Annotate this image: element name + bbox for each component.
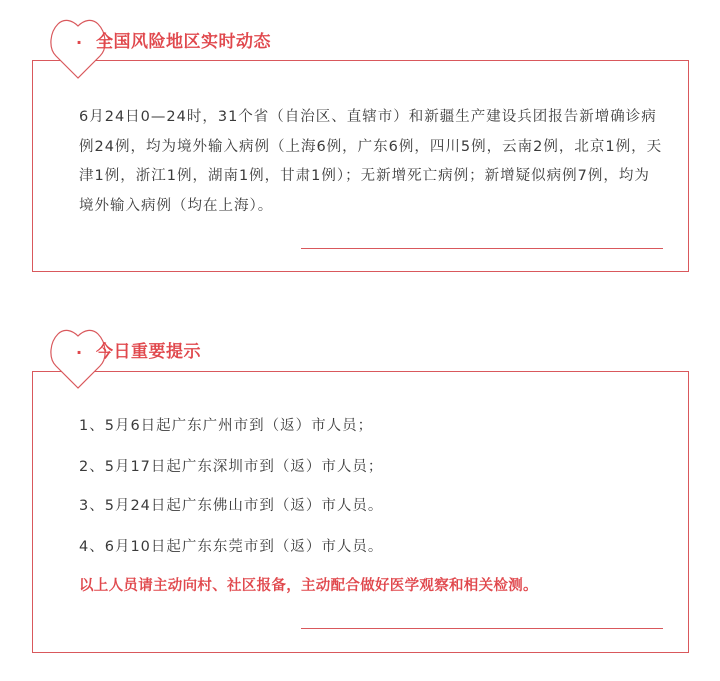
risk-areas-header xyxy=(0,29,720,57)
list-item: 3、5月24日起广东佛山市到（返）市人员。 xyxy=(79,498,384,514)
title-bullet: · xyxy=(75,343,83,362)
case-report-paragraph: 6月24日0—24时，31个省（自治区、直辖市）和新疆生产建设兵团报告新增确诊病例24例，均为境外输入病例（上海6例，广东6例，四川5例，云南2例，北京1例，天津1例，浙江1例，湖南1例，甘肃1例）；无新增死亡病例；新增疑似病例7例，均为境外输入病例（均在上海）。 xyxy=(79,109,663,214)
title-bullet: · xyxy=(75,33,83,52)
list-item: 2、5月17日起广东深圳市到（返）市人员； xyxy=(79,459,384,475)
important-tips-header xyxy=(0,339,720,367)
list-item: 4、6月10日起广东东莞市到（返）市人员。 xyxy=(79,539,384,555)
section-title: 今日重要提示 xyxy=(96,342,201,362)
section-title: 全国风险地区实时动态 xyxy=(96,32,271,52)
list-item: 1、5月6日起广东广州市到（返）市人员； xyxy=(79,418,374,434)
reporting-notice: 以上人员请主动向村、社区报备，主动配合做好医学观察和相关检测。 xyxy=(79,578,538,594)
divider-line xyxy=(301,628,663,629)
